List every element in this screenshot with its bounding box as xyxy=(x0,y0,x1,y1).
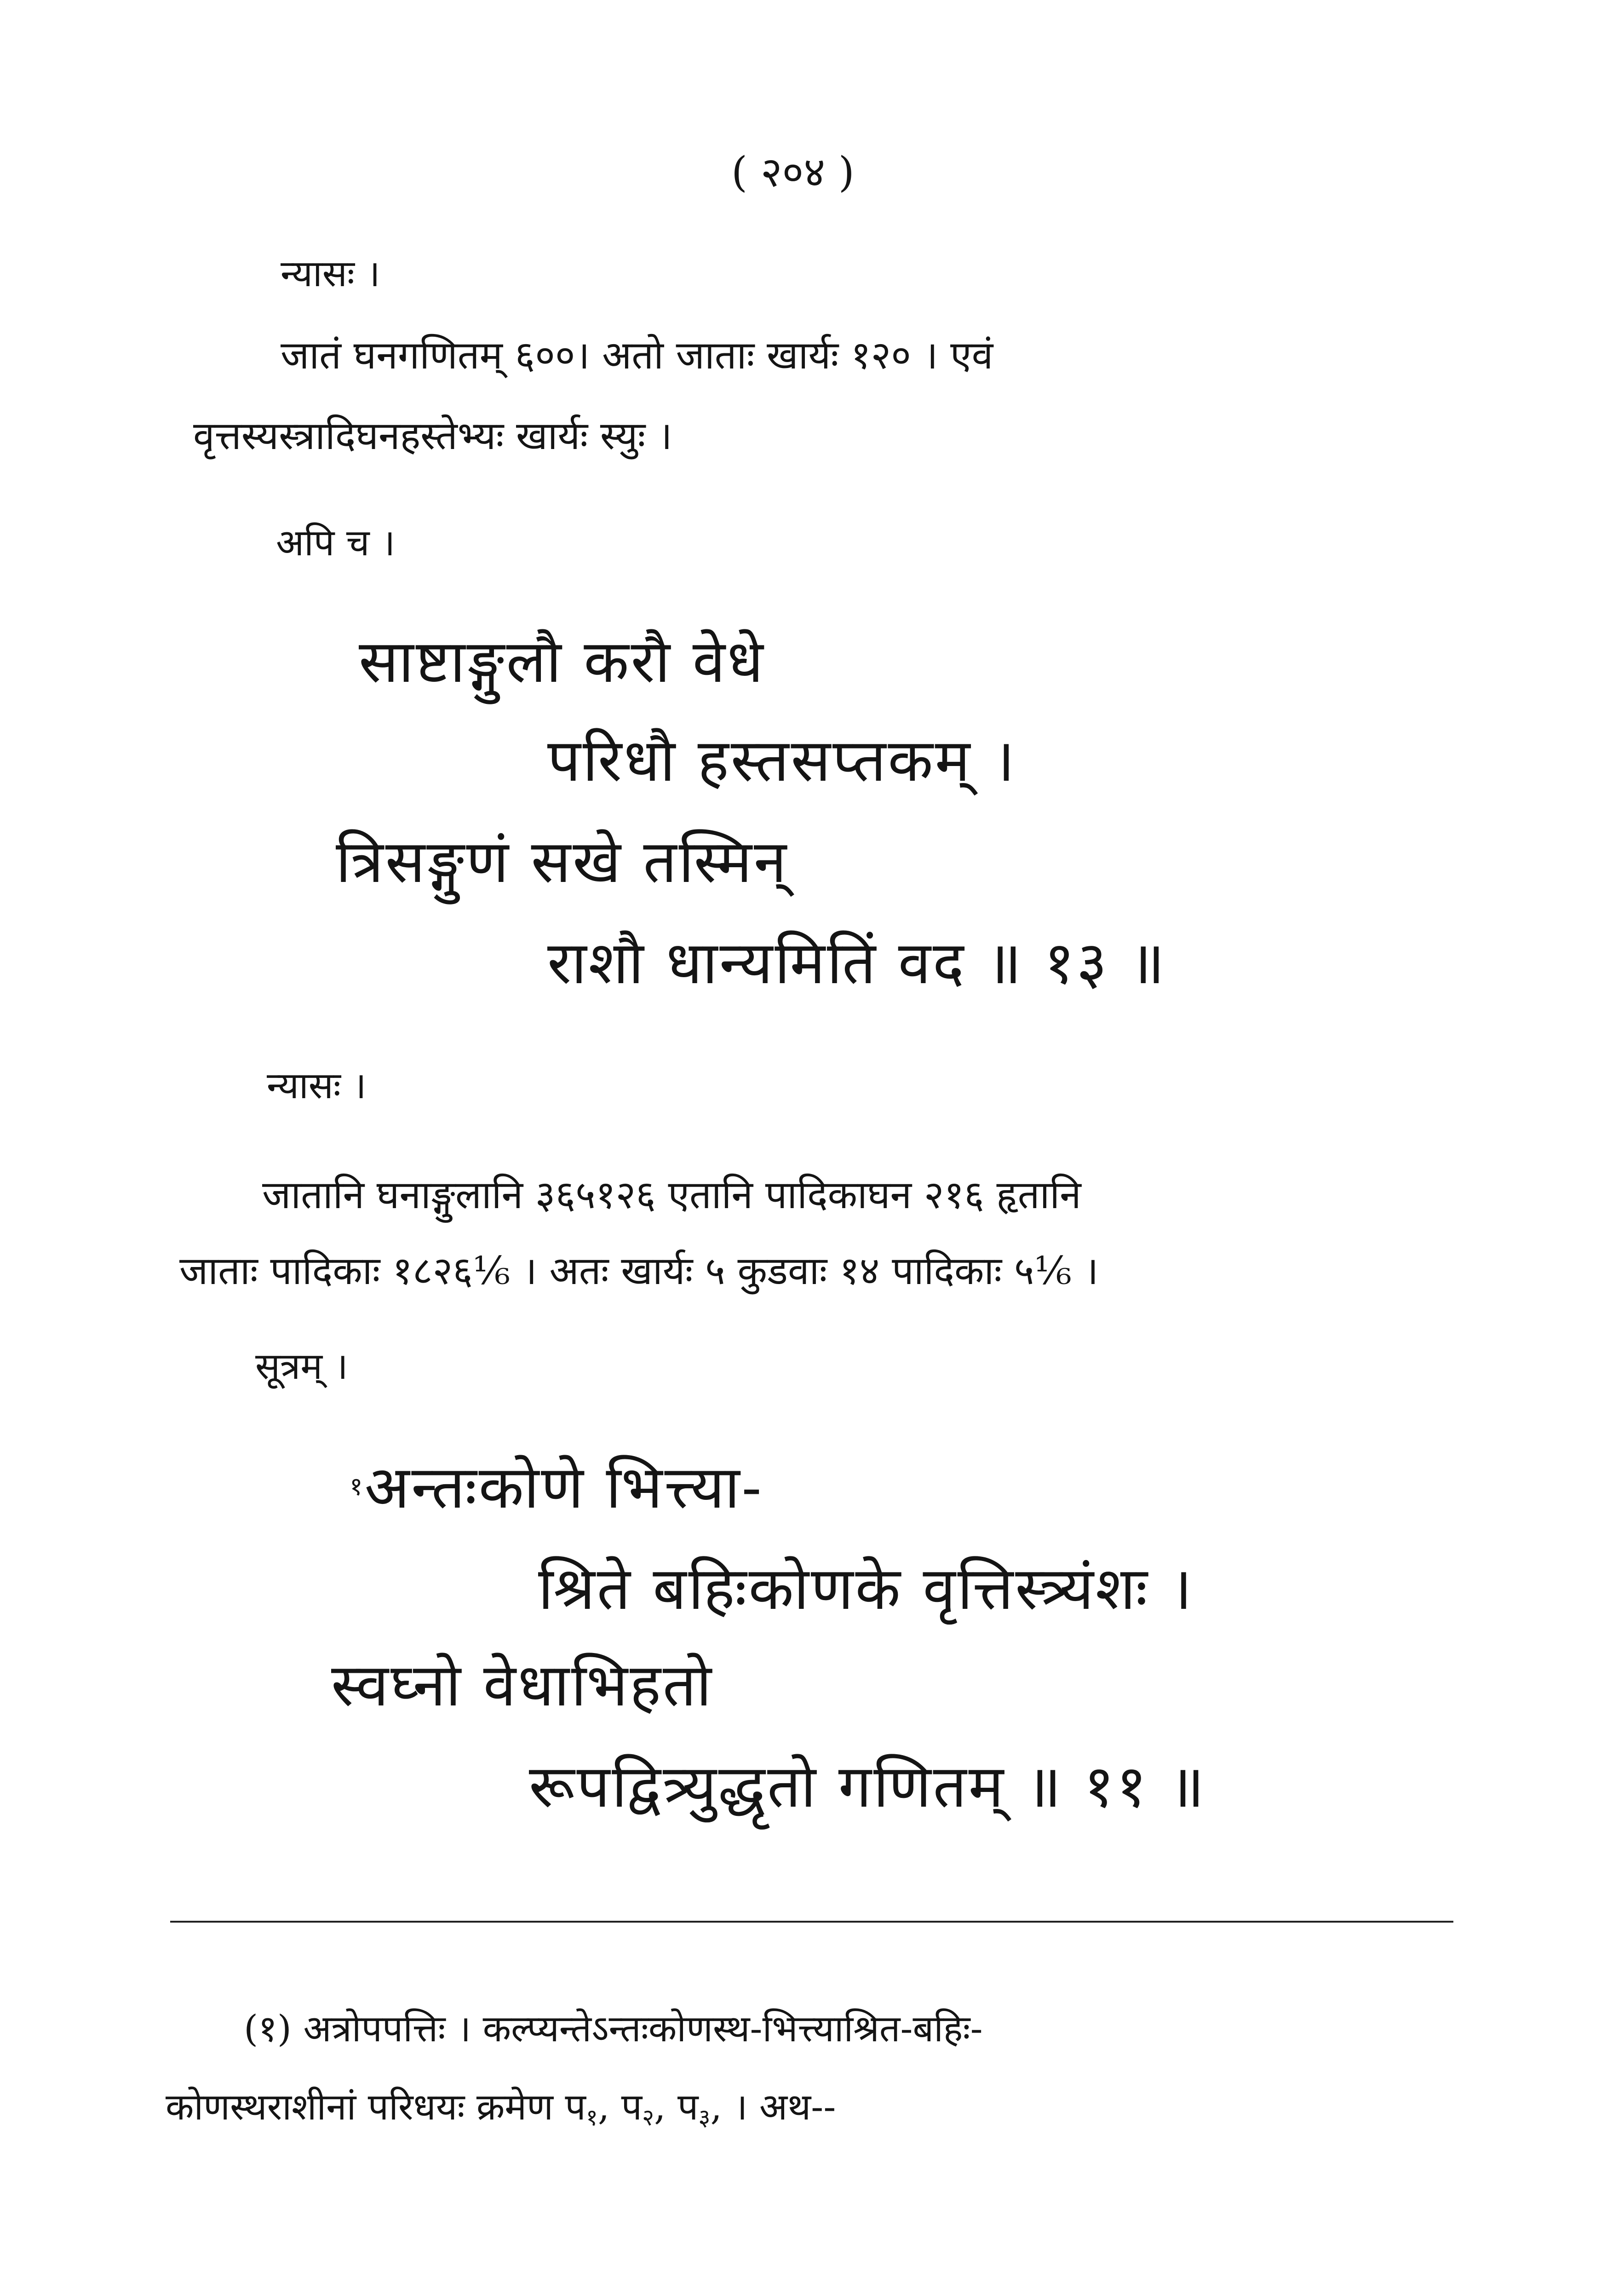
footnote-line-1: (१) अत्रोपपत्तिः । कल्प्यन्तेऽन्तःकोणस्थ-भित्त्याश्रित-बहिः- xyxy=(244,2007,983,2050)
verse-11-line-1-text: अन्तःकोणे भित्त्या- xyxy=(364,1453,763,1522)
nyasa-label-1: न्यासः । xyxy=(281,252,380,295)
verse-11-line-4: रूपद्वित्र्युद्धृतो गणितम् ॥ ११ ॥ xyxy=(529,1752,1206,1821)
verse-13-line-4: राशौ धान्यमितिं वद ॥ १३ ॥ xyxy=(547,929,1167,997)
verse-13-line-2: परिधौ हस्तसप्तकम् । xyxy=(547,726,1017,795)
footnote-line-2 xyxy=(166,2085,836,2131)
page-number: ( २०४ ) xyxy=(731,148,855,196)
verse-11-line-2: श्रिते बहिःकोणके वृत्तिस्त्र्यंशः । xyxy=(538,1555,1194,1623)
subscript-3: ३ xyxy=(698,2104,711,2131)
footnote-divider xyxy=(170,1921,1453,1923)
verse-11-line-3: स्वघ्नो वेधाभिहतो xyxy=(331,1651,714,1720)
prose-1-line-2: वृत्तस्यस्त्रादिघनहस्तेभ्यः खार्यः स्युः । xyxy=(193,413,672,458)
sutram-label: सूत्रम् । xyxy=(255,1345,348,1388)
footnote-line-2-start: कोणस्थराशीनां परिधयः क्रमेण प xyxy=(166,2085,586,2128)
nyasa-label-2: न्यासः । xyxy=(267,1064,367,1107)
verse-11-line-1 xyxy=(350,1453,763,1522)
subscript-1: १ xyxy=(585,2104,598,2131)
prose-2-line-2: जाताः पादिकाः १८२६⅙ । अतः खार्यः ५ कुडवाः १४ पादिकाः ५⅙ । xyxy=(179,1248,1099,1293)
verse-13-line-3: त्रिसङ्गुणं सखे तस्मिन् xyxy=(336,828,788,896)
verse-13-line-1: साष्टाङ्गुलौ करौ वेधे xyxy=(359,628,765,696)
prose-2-line-1: जातानि घनाङ्गुलानि ३६५१२६ एतानि पादिकाघन २१६ हृतानि xyxy=(262,1172,1081,1217)
footnote-line-2-end: , । अथ-- xyxy=(710,2085,836,2128)
api-cha-label: अपि च । xyxy=(276,521,396,564)
prose-1-line-1: जातं घनगणितम् ६००। अतो जाताः खार्यः १२० । एवं xyxy=(281,333,993,378)
footnote-separator-1: , प xyxy=(597,2085,643,2128)
subscript-2: २ xyxy=(642,2104,654,2131)
footnote-separator-2: , प xyxy=(654,2085,699,2128)
footnote-marker: १ xyxy=(350,1471,365,1501)
